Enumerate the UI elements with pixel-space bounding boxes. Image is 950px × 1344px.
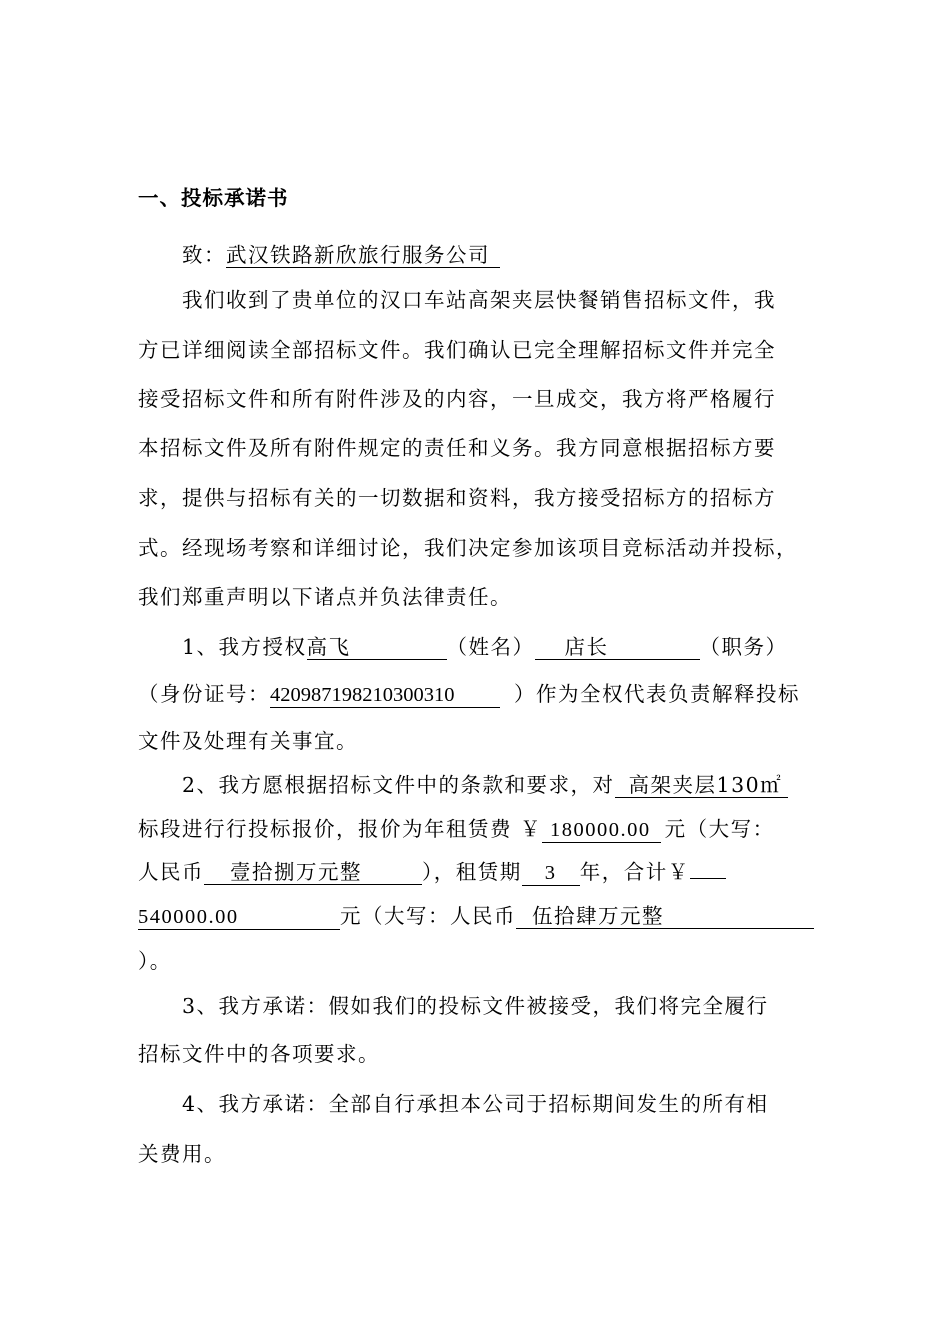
total-amount: 540000.00	[138, 905, 340, 930]
item2-line3-prefix: 人民币	[138, 860, 204, 884]
item1-line-1	[182, 633, 788, 661]
item2-line-2	[138, 815, 775, 843]
intro-line-6: 式。经现场考察和详细讨论，我们决定参加该项目竞标活动并投标，	[138, 536, 798, 560]
letter-heading: 一、投标承诺书	[138, 186, 289, 210]
position-label: （职务）	[699, 635, 788, 659]
item3-line-1: 3、我方承诺：假如我们的投标文件被接受，我们将完全履行	[182, 994, 769, 1018]
intro-line-4: 本招标文件及所有附件规定的责任和义务。我方同意根据招标方要	[138, 436, 776, 460]
intro-line-1: 我们收到了贵单位的汉口车站高架夹层快餐销售招标文件，我	[182, 288, 776, 312]
annual-rent-words: 壹拾捌万元整	[204, 860, 422, 885]
item2-line-5: ）。	[138, 949, 172, 973]
item1-line2-suffix: ）作为全权代表负责解释投标	[514, 682, 800, 706]
intro-line-3: 接受招标文件和所有附件涉及的内容，一旦成交，我方将严格履行	[138, 387, 776, 411]
item2-line-3	[138, 858, 726, 886]
intro-line-2: 方已详细阅读全部招标文件。我们确认已完全理解招标文件并完全	[138, 338, 776, 362]
item4-line-1: 4、我方承诺：全部自行承担本公司于招标期间发生的所有相	[182, 1092, 769, 1116]
authorized-name: 高飞	[307, 635, 447, 660]
name-label: （姓名）	[446, 635, 535, 659]
recipient-line	[182, 241, 500, 269]
item3-line-2: 招标文件中的各项要求。	[138, 1042, 380, 1066]
intro-line-7: 我们郑重声明以下诸点并负法律责任。	[138, 585, 512, 609]
lease-term: 3	[522, 861, 580, 886]
item2-line4-mid: 元（大写：人民币	[340, 904, 516, 928]
item2-prefix: 2、我方愿根据招标文件中的条款和要求，对	[182, 773, 615, 797]
total-words: 伍拾肆万元整	[516, 904, 814, 929]
item2-line2-suffix: 元（大写：	[664, 817, 775, 841]
total-underline-start	[690, 878, 726, 879]
id-number: 420987198210300310	[270, 683, 500, 708]
annual-rent: 180000.00	[542, 818, 661, 843]
item2-line3-suffix: 年，合计￥	[579, 860, 690, 884]
item2-line2-prefix: 标段进行行投标报价，报价为年租赁费 ￥	[138, 817, 543, 841]
recipient-prefix: 致：	[182, 243, 226, 267]
item2-line3-mid: ），租赁期	[422, 860, 522, 884]
item1-prefix: 1、我方授权	[182, 635, 307, 659]
intro-line-5: 求，提供与招标有关的一切数据和资料，我方接受招标方的招标方	[138, 486, 776, 510]
item1-line-3: 文件及处理有关事宜。	[138, 729, 358, 753]
id-label: （身份证号：	[138, 682, 270, 706]
item2-line-1	[182, 771, 788, 799]
item1-line-2	[138, 680, 800, 708]
item2-line-4	[138, 902, 814, 930]
authorized-position: 店长	[535, 635, 700, 660]
bid-section: 高架夹层130㎡	[615, 773, 789, 798]
item4-line-2: 关费用。	[138, 1142, 226, 1166]
recipient-name: 武汉铁路新欣旅行服务公司	[226, 243, 500, 268]
